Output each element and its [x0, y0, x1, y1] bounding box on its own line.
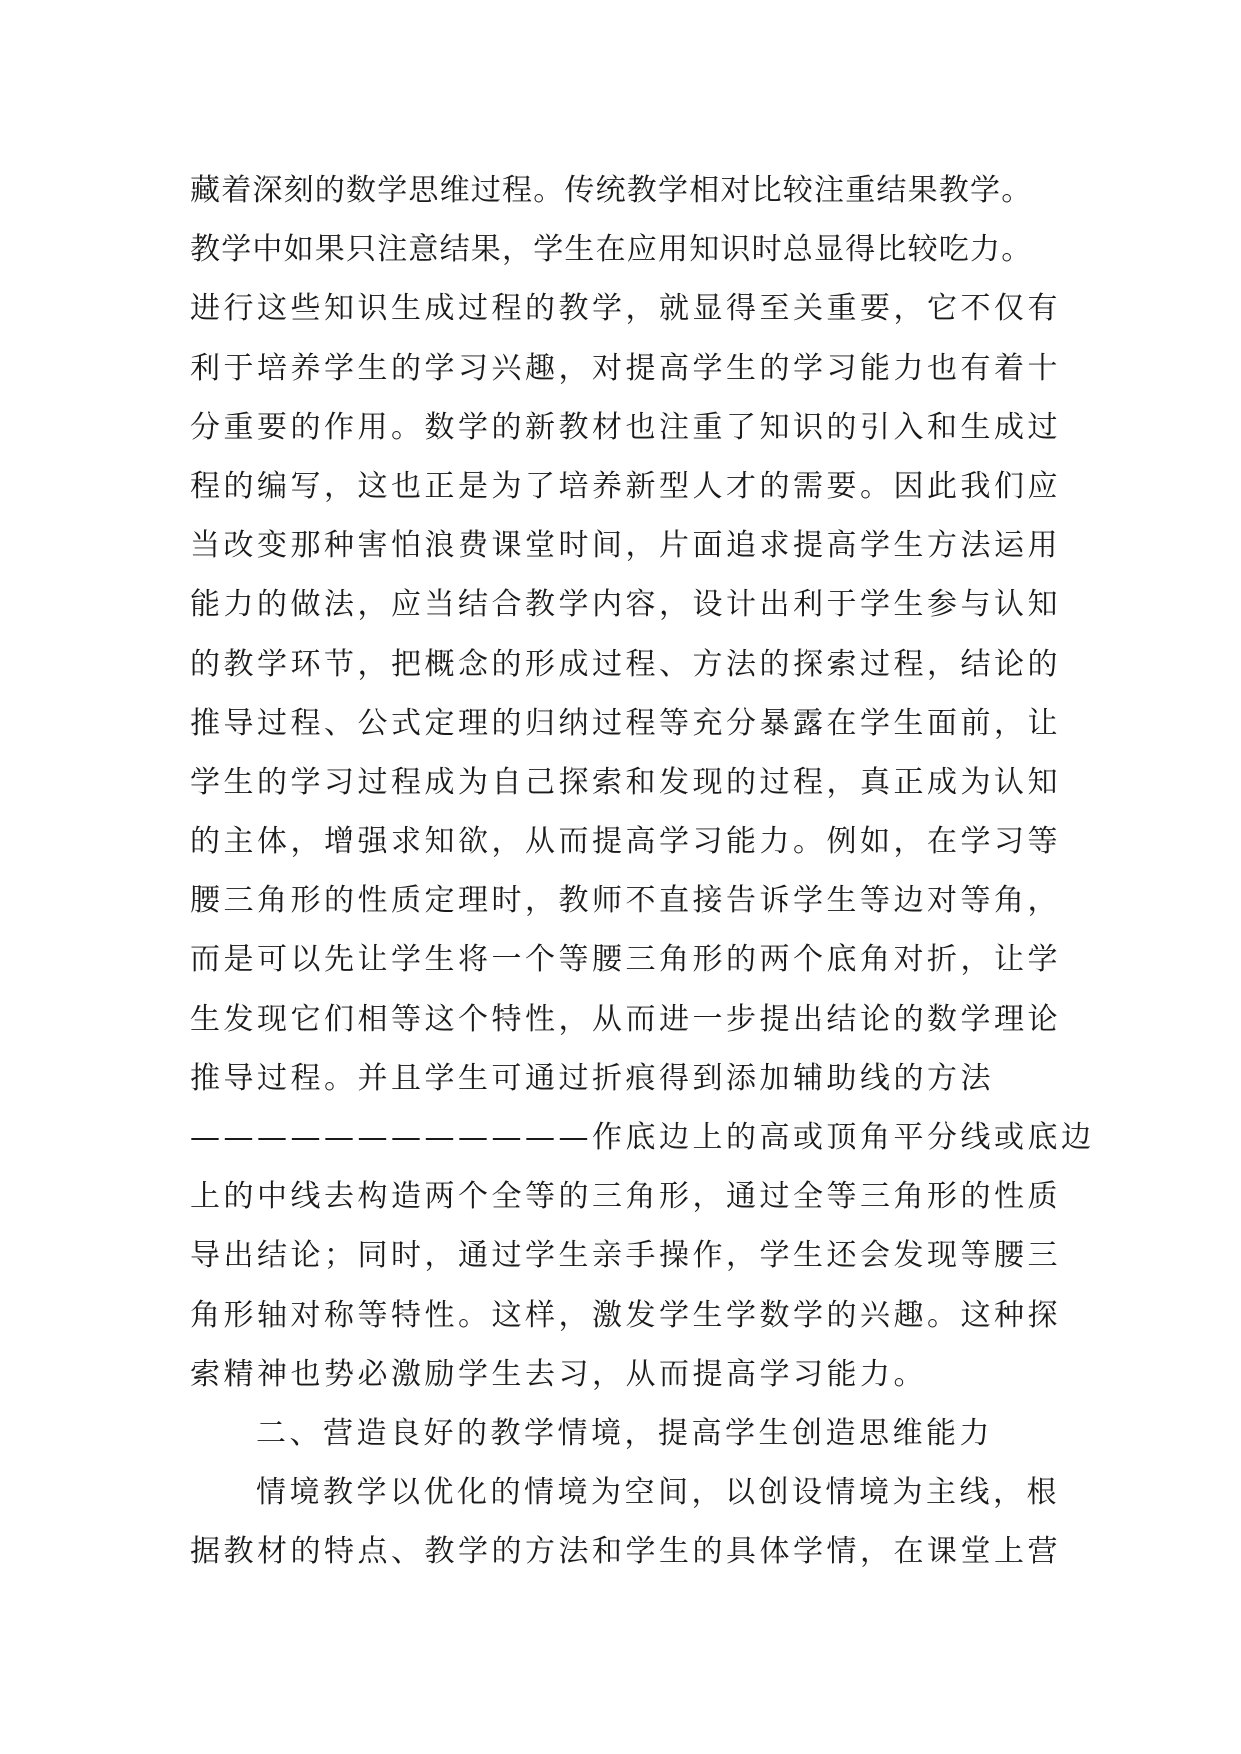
- text-line-17: ————————————作底边上的高或顶角平分线或底边: [190, 1120, 1095, 1155]
- text-line-24: 据教材的特点、教学的方法和学生的具体学情，在课堂上营: [190, 1534, 1061, 1570]
- text-line-3: 进行这些知识生成过程的教学，就显得至关重要，它不仅有: [190, 291, 1061, 327]
- section-heading: 二、营造良好的教学情境，提高学生创造思维能力: [256, 1415, 993, 1451]
- text-line-13: 腰三角形的性质定理时，教师不直接告诉学生等边对等角，: [190, 883, 1061, 919]
- text-line-9: 的教学环节，把概念的形成过程、方法的探索过程，结论的: [190, 646, 1061, 682]
- text-line-11: 学生的学习过程成为自己探索和发现的过程，真正成为认知: [190, 764, 1061, 800]
- text-line-20: 角形轴对称等特性。这样，激发学生学数学的兴趣。这种探: [190, 1297, 1061, 1333]
- text-line-14: 而是可以先让学生将一个等腰三角形的两个底角对折，让学: [190, 942, 1061, 978]
- text-line-4: 利于培养学生的学习兴趣，对提高学生的学习能力也有着十: [190, 350, 1061, 386]
- body-text: [190, 161, 1095, 1582]
- text-line-8: 能力的做法，应当结合教学内容，设计出利于学生参与认知: [190, 587, 1061, 623]
- text-line-15: 生发现它们相等这个特性，从而进一步提出结论的数学理论: [190, 1001, 1061, 1037]
- text-line-21: 索精神也势必激励学生去习，从而提高学习能力。: [190, 1356, 927, 1392]
- text-line-10: 推导过程、公式定理的归纳过程等充分暴露在学生面前，让: [190, 705, 1061, 741]
- text-line-19: 导出结论；同时，通过学生亲手操作，学生还会发现等腰三: [190, 1238, 1061, 1274]
- text-line-2: 教学中如果只注意结果，学生在应用知识时总显得比较吃力。: [190, 232, 1033, 268]
- text-line-12: 的主体，增强求知欲，从而提高学习能力。例如，在学习等: [190, 824, 1061, 860]
- text-line-16: 推导过程。并且学生可通过折痕得到添加辅助线的方法: [190, 1060, 994, 1096]
- text-line-18: 上的中线去构造两个全等的三角形，通过全等三角形的性质: [190, 1179, 1061, 1215]
- text-line-7: 当改变那种害怕浪费课堂时间，片面追求提高学生方法运用: [190, 528, 1061, 564]
- text-line-23: 情境教学以优化的情境为空间，以创设情境为主线，根: [256, 1475, 1060, 1511]
- text-line-5: 分重要的作用。数学的新教材也注重了知识的引入和生成过: [190, 409, 1061, 445]
- text-line-6: 程的编写，这也正是为了培养新型人才的需要。因此我们应: [190, 468, 1061, 504]
- text-line-1: 藏着深刻的数学思维过程。传统教学相对比较注重结果教学。: [190, 173, 1033, 208]
